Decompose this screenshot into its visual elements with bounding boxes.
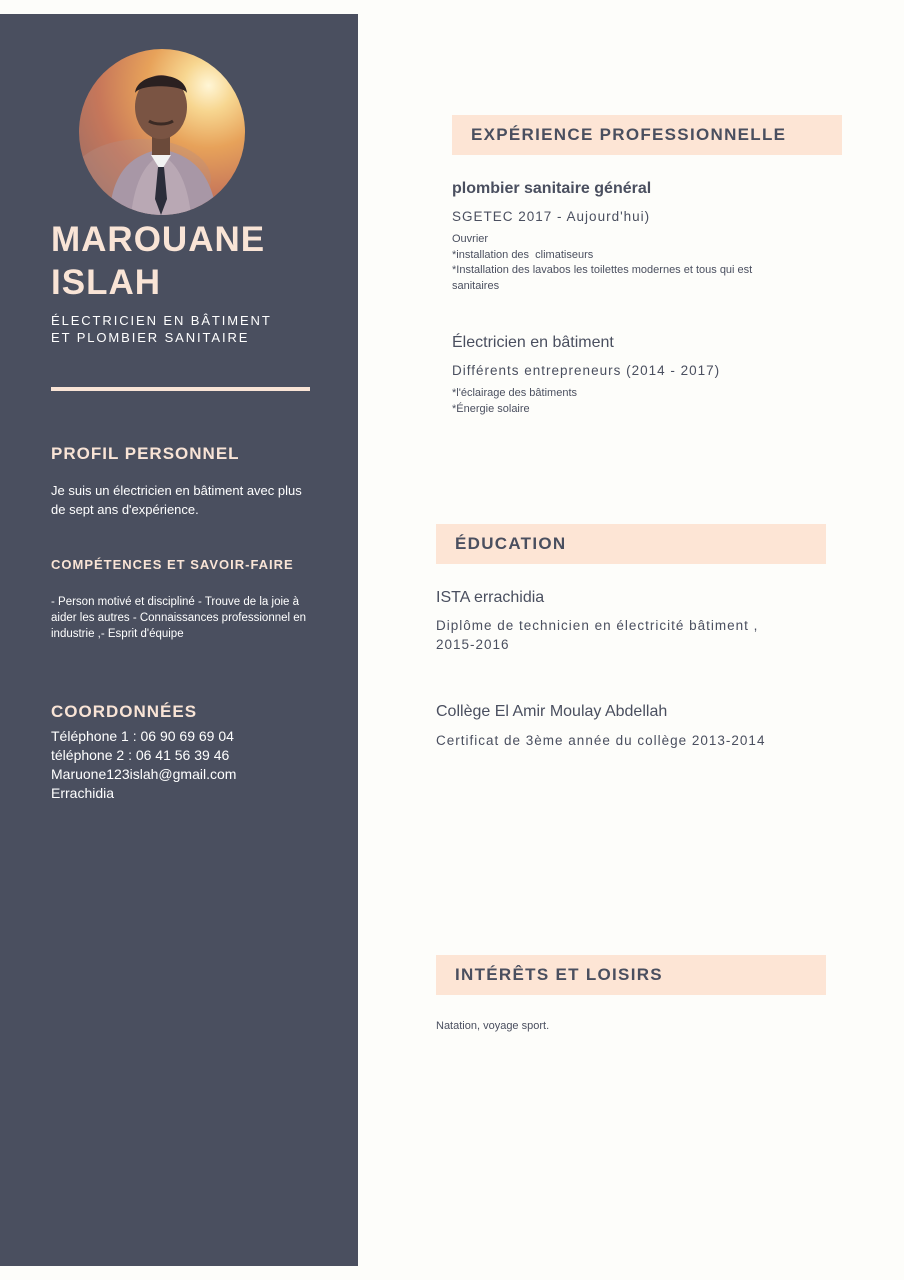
job-company: SGETEC 2017 - Aujourd'hui) — [452, 209, 651, 224]
person-avatar-icon — [79, 49, 245, 215]
diploma-line: 2015-2016 — [436, 637, 510, 652]
job-description-line: Ouvrier — [452, 233, 489, 245]
experience-heading: EXPÉRIENCE PROFESSIONNELLE — [452, 115, 842, 155]
interests-text: Natation, voyage sport. — [436, 1020, 550, 1032]
job-description-line: *l'éclairage des bâtiments — [452, 387, 578, 399]
email-link[interactable]: Maruone123islah@gmail.com — [51, 766, 237, 782]
city: Errachidia — [51, 785, 115, 801]
candidate-name — [51, 218, 351, 304]
job-description-line: sanitaires — [452, 279, 500, 292]
contact-heading: COORDONNÉES — [51, 702, 198, 721]
job-company: Différents entrepreneurs (2014 - 2017) — [452, 363, 721, 378]
profile-text: Je suis un électricien en bâtiment avec plus de sept ans d'expérience. — [51, 483, 302, 517]
diploma-line: Diplôme de technicien en électricité bâtiment , — [436, 618, 759, 633]
job-description-line: *installation des climatiseurs — [452, 248, 594, 261]
job-description — [452, 386, 822, 417]
diploma — [436, 616, 836, 654]
skills-heading: COMPÉTENCES ET SAVOIR-FAIRE — [51, 557, 294, 572]
profile-photo — [79, 49, 245, 215]
candidate-first-name: MAROUANE — [51, 220, 266, 259]
skills-text: - Person motivé et discipliné - Trouve de la joie à aider les autres - Connaissances professionnel en industrie ,- Esprit d'équipe — [51, 596, 307, 640]
job-description-line: *Énergie solaire — [452, 402, 530, 415]
job-description-line: *Installation des lavabos les toilettes modernes et tous qui est — [452, 264, 753, 276]
job-description — [452, 232, 822, 294]
candidate-last-name: ISLAH — [51, 263, 161, 302]
sidebar-divider — [51, 387, 310, 391]
job-title-line: ÉLECTRICIEN EN BÂTIMENT — [51, 313, 272, 328]
phone-1: Téléphone 1 : 06 90 69 69 04 — [51, 728, 234, 744]
contact-list — [51, 727, 341, 803]
candidate-job-title — [51, 312, 351, 346]
diploma-line: Certificat de 3ème année du collège 2013-2014 — [436, 733, 766, 748]
interests-heading: INTÉRÊTS ET LOISIRS — [436, 955, 826, 995]
job-title: Électricien en bâtiment — [452, 334, 614, 351]
profile-heading: PROFIL PERSONNEL — [51, 444, 240, 463]
school-name: Collège El Amir Moulay Abdellah — [436, 703, 668, 720]
job-title-line: ET PLOMBIER SANITAIRE — [51, 330, 250, 345]
diploma — [436, 731, 856, 750]
education-heading: ÉDUCATION — [436, 524, 826, 564]
phone-2: téléphone 2 : 06 41 56 39 46 — [51, 747, 230, 763]
school-name: ISTA errachidia — [436, 589, 545, 606]
job-title: plombier sanitaire général — [452, 180, 652, 197]
